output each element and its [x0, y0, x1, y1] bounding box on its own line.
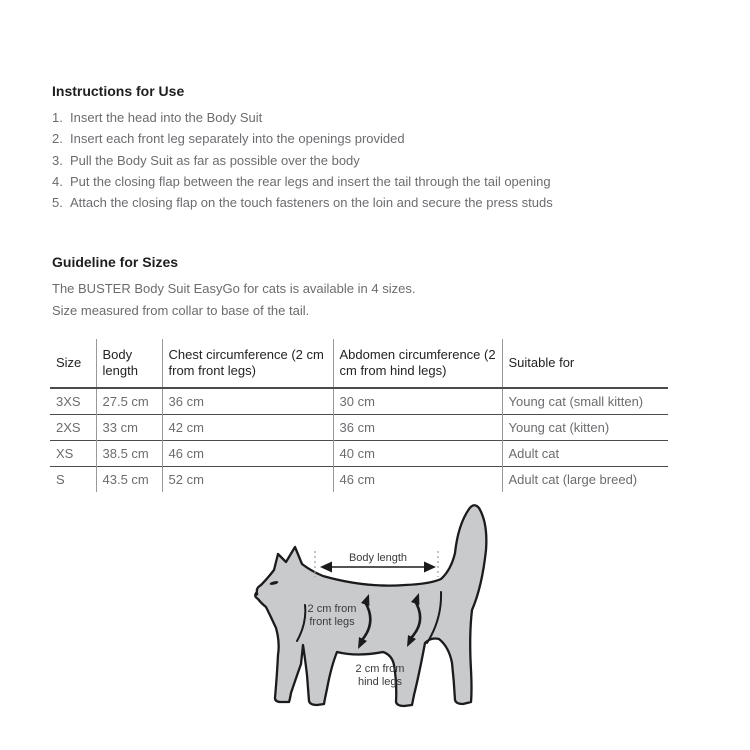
instruction-item: [52, 192, 672, 213]
cell-size: 2XS: [50, 415, 96, 441]
cat-nose: [255, 592, 259, 596]
cell-suitable-for: Young cat (kitten): [508, 420, 610, 435]
cell-size: XS: [50, 441, 96, 467]
cell-body-length: 27.5 cm: [96, 388, 162, 415]
front-legs-label-line1: 2 cm from: [307, 603, 357, 615]
col-header-body-length: Body length: [96, 339, 162, 388]
cell-abdomen: 46 cm: [333, 467, 502, 493]
size-table-header-row: [50, 339, 668, 388]
cell-chest: 52 cm: [162, 467, 333, 493]
table-row: [50, 441, 668, 467]
instruction-number: 3.: [52, 152, 63, 168]
size-guideline-line2: Size measured from collar to base of the tail.: [52, 302, 310, 318]
instruction-number: 5.: [52, 195, 63, 211]
cell-body-length: 38.5 cm: [96, 441, 162, 467]
instruction-text: Insert each front leg separately into the openings provided: [70, 131, 405, 147]
cell-abdomen: 36 cm: [333, 415, 502, 441]
instruction-number: 4.: [52, 173, 63, 189]
body-length-arrowhead-right: [424, 562, 436, 573]
size-table: [50, 339, 668, 492]
instruction-text: Insert the head into the Body Suit: [70, 110, 263, 125]
size-guideline-section: [52, 254, 672, 321]
cell-chest: 36 cm: [162, 388, 333, 415]
cell-body-length: 33 cm: [96, 415, 162, 441]
size-guideline-heading: Guideline for Sizes: [52, 254, 179, 270]
hind-legs-label-line2: hind legs: [357, 676, 403, 688]
table-row: [50, 467, 668, 493]
instructions-heading: Instructions for Use: [52, 83, 185, 99]
cell-abdomen: 40 cm: [333, 441, 502, 467]
instruction-item: [52, 171, 672, 192]
size-guideline-line1: The BUSTER Body Suit EasyGo for cats is available in 4 sizes.: [52, 281, 416, 296]
body-length-label: Body length: [348, 552, 408, 564]
instruction-item: [52, 107, 672, 128]
col-header-size: Size: [50, 339, 96, 388]
instruction-text: Put the closing flap between the rear legs and insert the tail through the tail opening: [70, 173, 551, 189]
cell-abdomen: 30 cm: [333, 388, 502, 415]
col-header-abdomen-circumference: Abdomen circumference (2 cm from hind legs): [333, 339, 502, 388]
col-header-chest-circumference: Chest circumference (2 cm from front legs): [162, 339, 333, 388]
instruction-number: 1.: [52, 110, 63, 125]
instruction-number: 2.: [52, 131, 63, 147]
cat-size-diagram: [245, 495, 535, 735]
cell-body-length: 43.5 cm: [96, 467, 162, 493]
cell-size: S: [50, 467, 96, 493]
cell-suitable-for: Adult cat: [508, 446, 560, 461]
instruction-text: Pull the Body Suit as far as possible over the body: [70, 152, 360, 168]
cell-suitable-for: Adult cat (large breed): [508, 472, 638, 487]
size-table-container: [50, 339, 668, 492]
table-row: [50, 388, 668, 415]
instruction-item: [52, 150, 672, 171]
instruction-item: [52, 128, 672, 149]
cell-chest: 42 cm: [162, 415, 333, 441]
instruction-text: Attach the closing flap on the touch fasteners on the loin and secure the press studs: [70, 195, 553, 211]
hind-legs-label-line1: 2 cm from: [355, 663, 405, 675]
instructions-section: [52, 83, 672, 213]
table-row: [50, 415, 668, 441]
cell-size: 3XS: [50, 388, 96, 415]
cell-suitable-for: Young cat (small kitten): [508, 394, 644, 409]
front-legs-label-line2: front legs: [309, 616, 355, 628]
cell-chest: 46 cm: [162, 441, 333, 467]
col-header-suitable-for: Suitable for: [508, 355, 575, 370]
body-length-arrowhead-left: [320, 562, 332, 573]
